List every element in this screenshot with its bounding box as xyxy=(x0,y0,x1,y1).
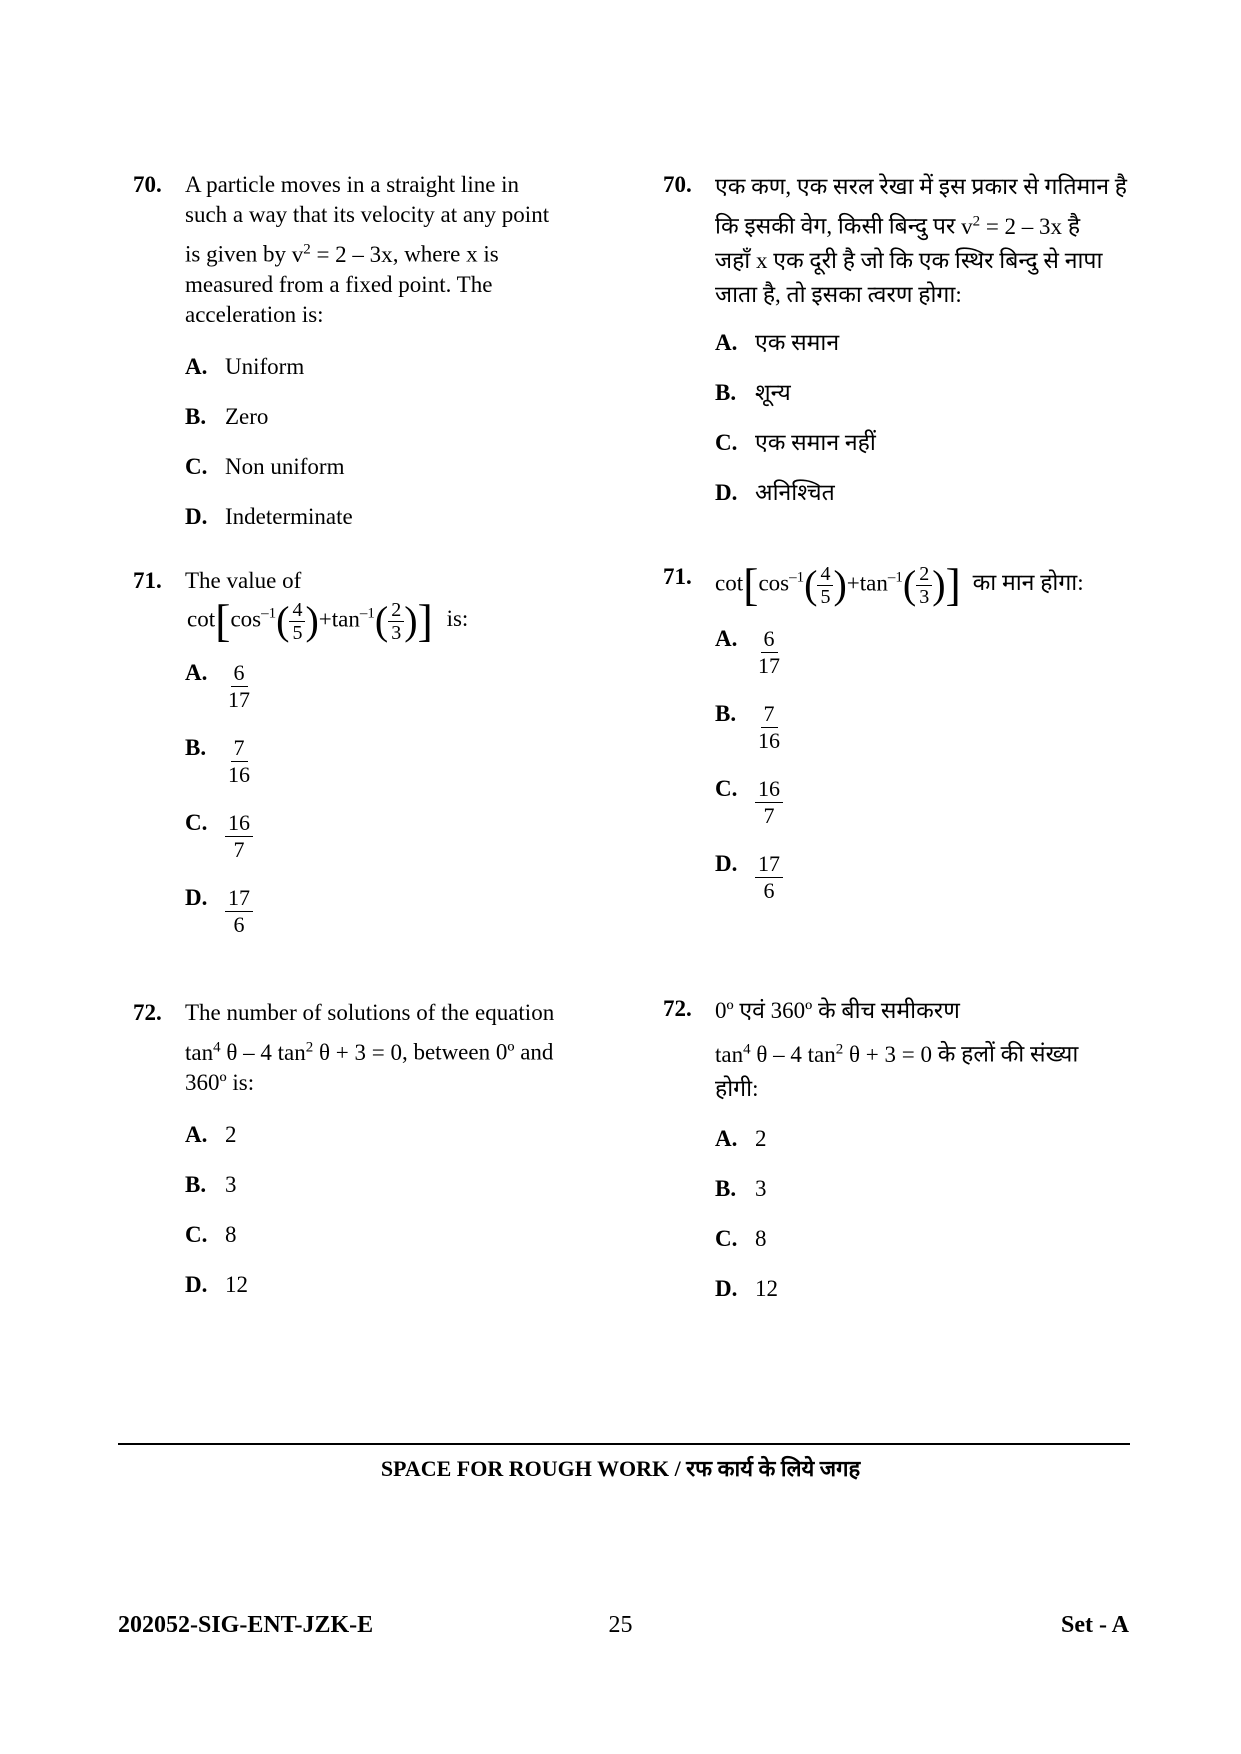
rough-work-divider xyxy=(118,1443,1130,1445)
tan-equation: $\tan^4 \theta - 4$ $\tan^2 \theta + 3 = 0$ xyxy=(715,1041,932,1067)
options xyxy=(185,658,573,938)
cot-expression: $\cot[\cos^{-1}$( $\frac{4}{5}$ )$+\tan^{-1}$( $\frac{2}{3}$ )] is: xyxy=(187,595,469,646)
rough-work-heading: SPACE FOR ROUGH WORK / रफ कार्य के लिये जगह xyxy=(380,1456,861,1481)
option-a[interactable]: A. $\frac{6}{17}$ xyxy=(185,660,250,712)
option-c[interactable]: C. 8 xyxy=(185,1221,237,1247)
option-d[interactable]: D. Indeterminate xyxy=(185,503,353,529)
option-d[interactable]: D. $\frac{17}{6}$ xyxy=(185,883,573,938)
options xyxy=(715,1124,1133,1304)
option-c[interactable]: C. 8 xyxy=(715,1225,767,1251)
velocity-equation: $v^2 = 2 - 3x$ xyxy=(291,241,393,267)
options xyxy=(185,1120,573,1300)
velocity-equation: $v^2 = 2 - 3x$ xyxy=(961,213,1063,239)
question-number: 70. xyxy=(663,172,692,197)
options xyxy=(715,624,1133,904)
question-stem: A particle moves in a straight line in such a way that its velocity at any point is given by $v^2 = 2 - 3x$, where x is measured from a fixed point. The acceleration is: xyxy=(185,172,550,327)
question-number: 72. xyxy=(663,996,692,1021)
set-label: Set - A xyxy=(1061,1612,1129,1638)
question-number: 70. xyxy=(133,172,162,197)
option-d[interactable]: D. 12 xyxy=(185,1271,248,1297)
question-number: 71. xyxy=(133,568,162,593)
option-a[interactable]: A. Uniform xyxy=(185,353,305,379)
option-c[interactable]: C. एक समान नहीं xyxy=(715,429,876,455)
option-b[interactable]: B. $\frac{7}{16}$ xyxy=(185,735,250,787)
option-b[interactable]: B. Zero xyxy=(185,403,269,429)
question-72-hi: 72. 0º एवं 360º के बीच समीकरण $\tan^4 \theta - 4$ $\tan^2 \theta + 3 = 0$ के हलों की संख्या होगी: A. 2 B. 3 C. 8 D. 12 xyxy=(663,994,1133,1304)
question-70-hi: 70. एक कण, एक सरल रेखा में इस प्रकार से गतिमान है कि इसकी वेग, किसी बिन्दु पर $v^2 = 2 - 3x$ है जहाँ x एक दूरी है जो कि एक स्थिर बिन्दु से नापा जाता है, तो इसका त्वरण होगा: A. एक समान B. शून्य C. एक समान नहीं D. अनिश्चित xyxy=(663,170,1133,530)
option-b[interactable]: B. 3 xyxy=(715,1175,767,1201)
question-70-en xyxy=(133,170,573,530)
question-number: 71. xyxy=(663,564,692,589)
hindi-column xyxy=(663,170,1133,1324)
english-column xyxy=(133,170,573,1320)
option-a[interactable]: A. एक समान xyxy=(715,329,840,355)
option-a[interactable]: A. $\frac{6}{17}$ xyxy=(715,626,780,678)
question-number: 72. xyxy=(133,1000,162,1025)
cot-expression: $\cot[\cos^{-1}$( $\frac{4}{5}$ )$+\tan^{-1}$( $\frac{2}{3}$ )] का मान होगा: xyxy=(715,559,1084,610)
option-b[interactable]: B. $\frac{7}{16}$ xyxy=(715,701,780,753)
option-c[interactable]: C. $\frac{16}{7}$ xyxy=(715,774,1133,829)
option-b[interactable]: B. 3 xyxy=(185,1171,237,1197)
tan-equation: $\tan^4 \theta - 4$ $\tan^2 \theta + 3 = 0$ xyxy=(185,1039,402,1065)
option-d[interactable]: D. $\frac{17}{6}$ xyxy=(715,849,1133,904)
option-d[interactable]: D. अनिश्चित xyxy=(715,479,835,505)
option-d[interactable]: D. 12 xyxy=(715,1275,778,1301)
options xyxy=(715,328,1133,508)
option-c[interactable]: C. Non uniform xyxy=(185,453,345,479)
paper-code: 202052-SIG-ENT-JZK-E xyxy=(118,1612,374,1638)
question-71-en: 71. The value of $\cot[\cos^{-1}$( $\frac{4}{5}$ )$+\tan^{-1}$( $\frac{2}{3}$ )] is: A. $\frac{6}{17}$ B. $\frac{7}{16}$ C. $\frac{16}{7}$ D. $\frac{17}{6}$ xyxy=(133,566,573,1006)
options xyxy=(185,352,573,532)
page-number: 25 xyxy=(608,1612,633,1638)
option-a[interactable]: A. 2 xyxy=(715,1125,767,1151)
question-72-en: 72. The number of solutions of the equation $\tan^4 \theta - 4$ $\tan^2 \theta + 3 = 0$, between 0º and 360º is: A. 2 B. 3 C. 8 D. 12 xyxy=(133,998,573,1300)
option-b[interactable]: B. शून्य xyxy=(715,379,791,405)
option-a[interactable]: A. 2 xyxy=(185,1121,237,1147)
option-c[interactable]: C. $\frac{16}{7}$ xyxy=(185,808,573,863)
question-71-hi xyxy=(663,559,1133,1002)
